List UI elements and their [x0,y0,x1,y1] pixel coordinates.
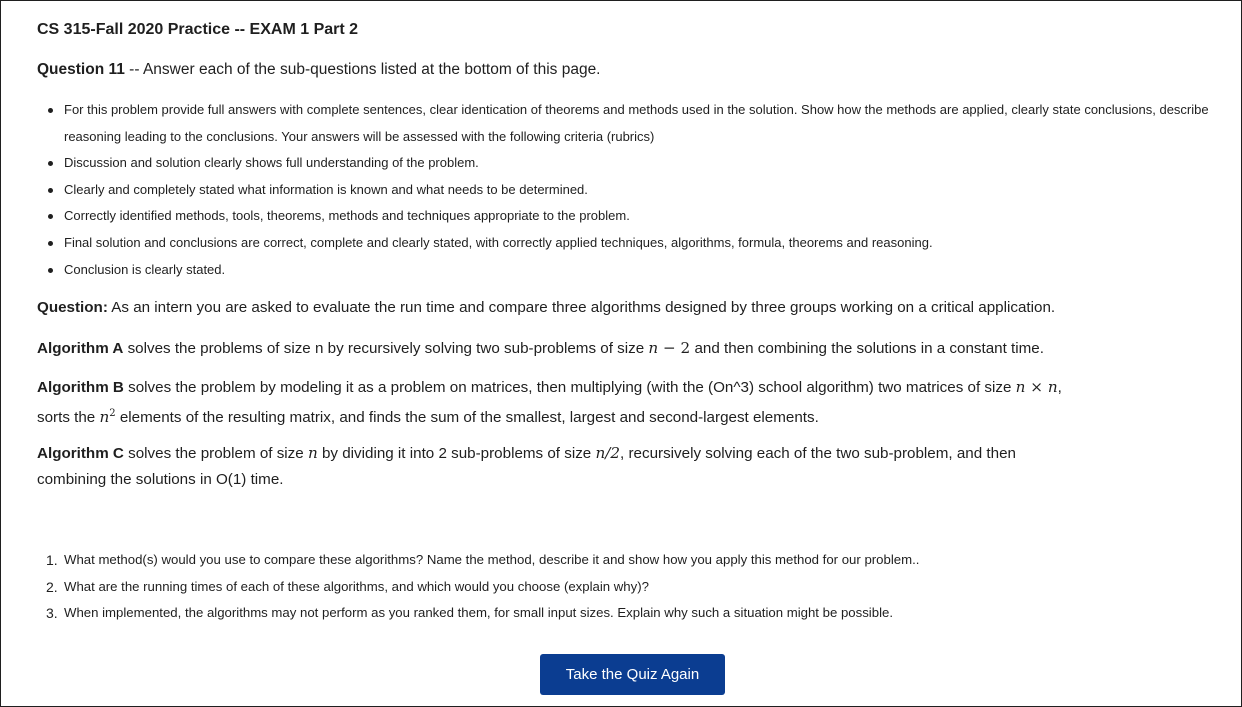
subquestion-list [37,547,1227,627]
algorithm-b-text: sorts the [37,409,100,427]
math-expression [99,408,115,426]
algorithm-b-text: solves the problem by modeling it as a problem on matrices, then multiplying (with the (On^3) school algorithm) two matrices of size [123,379,1016,396]
criteria-item: Correctly identified methods, tools, theorems, methods and techniques appropriate to the problem. [64,203,1227,230]
criteria-list [37,97,1227,283]
algorithm-a-description [37,335,1227,362]
math-expression: n × n [1015,378,1058,396]
algorithm-c-description [37,440,1227,493]
math-op: − 2 [658,339,691,357]
question-instruction: Answer each of the sub-questions listed at the bottom of this page. [142,61,601,78]
algorithm-c-text: combining the solutions in O(1) time. [37,471,284,488]
subquestion-item [46,600,1227,627]
algorithm-a-text: solves the problems of size n by recursively solving two sub-problems of size [123,340,649,357]
criteria-item: Conclusion is clearly stated. [64,257,1227,284]
subquestion-item [46,574,1227,601]
question-statement [37,295,1227,321]
question-number: Question 11 [37,61,125,78]
algorithm-a-text: and then combining the solutions in a constant time. [690,340,1044,357]
algorithm-a-label: Algorithm A [37,340,124,357]
math-var: n [99,408,110,427]
algorithm-b-text: , [1057,379,1062,396]
subquestion-item [46,547,1227,574]
algorithm-b-label: Algorithm B [37,379,124,396]
algorithm-c-label: Algorithm C [37,445,124,462]
algorithm-b-description [37,374,1227,431]
take-quiz-again-button[interactable]: Take the Quiz Again [540,654,725,695]
subquestion-number: 3. [46,605,58,621]
criteria-item: Discussion and solution clearly shows full understanding of the problem. [64,150,1227,177]
subquestion-text: When implemented, the algorithms may not perform as you ranked them, for small input sizes. Explain why such a situation might be possible. [64,605,894,620]
algorithm-c-text: solves the problem of size [123,445,308,462]
algorithm-c-text: by dividing it into 2 sub-problems of size [317,445,596,462]
subquestion-number: 1. [46,552,58,568]
math-var: n [648,339,659,357]
math-var: n [307,444,318,462]
page-title: CS 315-Fall 2020 Practice -- EXAM 1 Part 2 [37,21,359,38]
math-expression: n/2 [595,444,621,462]
criteria-item: Final solution and conclusions are correct, complete and clearly stated, with correctly applied techniques, algorithms, formula, theorems and reasoning. [64,230,1227,257]
question-text: As an intern you are asked to evaluate the run time and compare three algorithms designed by three groups working on a critical application. [107,299,1056,316]
subquestion-number: 2. [46,578,58,595]
algorithm-b-text: elements of the resulting matrix, and finds the sum of the smallest, largest and second-largest elements. [115,409,819,427]
math-exponent: 2 [109,408,116,419]
question-header [37,61,601,79]
criteria-item: Clearly and completely stated what information is known and what needs to be determined. [64,177,1227,204]
math-expression [648,339,690,357]
algorithm-c-text: , recursively solving each of the two sub-problem, and then [620,445,1016,462]
question-label: Question: [37,299,108,316]
criteria-item: For this problem provide full answers with complete sentences, clear identication of theorems and methods used in the solution. Show how the methods are applied, clearly state conclusions, describe reasoning leading to the conclusions. Your answers will be assessed with the following criteria (rubrics) [64,97,1227,150]
subquestion-text: What method(s) would you use to compare these algorithms? Name the method, describe it and show how you apply this method for our problem.. [64,552,920,567]
subquestion-text: What are the running times of each of these algorithms, and which would you choose (explain why)? [64,578,649,594]
question-separator: -- [124,61,143,78]
